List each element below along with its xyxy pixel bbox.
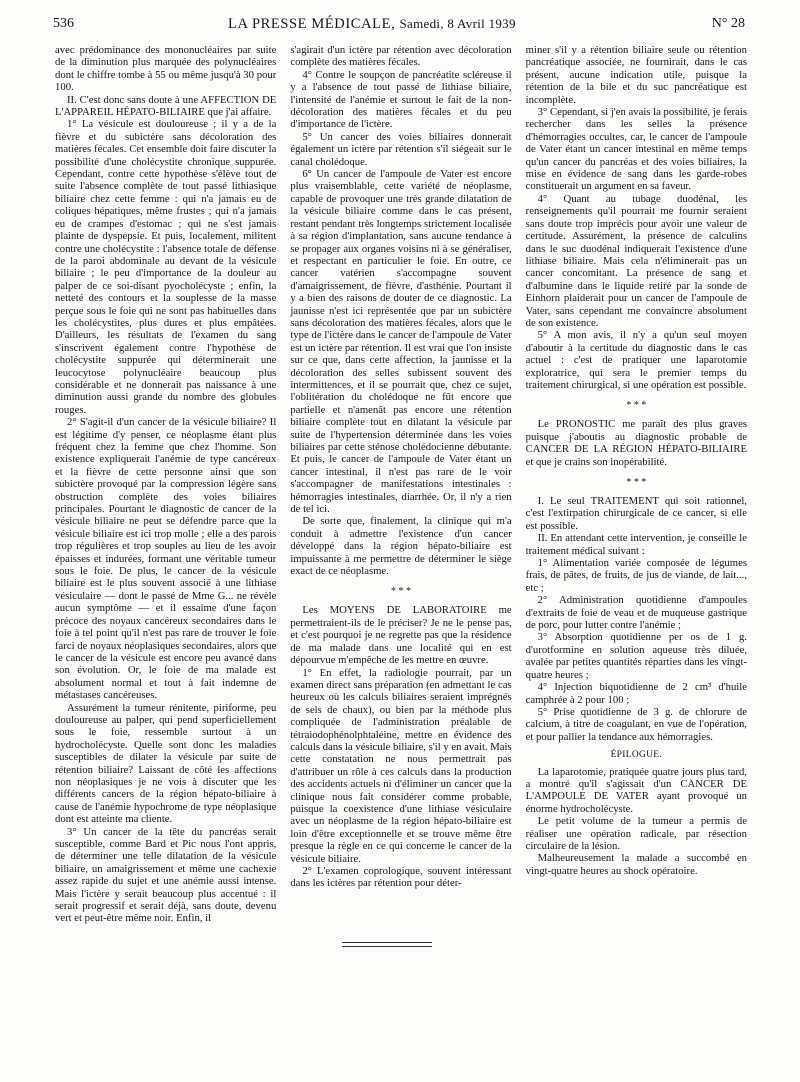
issue-number: N° 28 bbox=[711, 16, 745, 31]
section-separator: * * * bbox=[390, 586, 411, 598]
epilogue-heading: ÉPILOGUE. bbox=[610, 750, 663, 761]
paragraph: 1° En effet, la radiologie pourrait, par un examen direct sans préparation (en admettant le cas heureux où les calculs biliaires seraient imprégnés de sels de chaux), ou bien par la méthode plus compliquée de l'administration préalable de tétraiodophénolphtaléine, mettre en évidence des calculs dans la vésicule biliaire, s'il y en avait. Mais cette constatation ne nous permettrait pas d'attribuer un rôle à ces calculs dans la production des accidents actuels ni d'éliminer un cancer que la clinique nous fait considérer comme probable, puisque la coexistence d'une lithiase vésiculaire avec un néoplasme de la région hépato-biliaire est loin d'être exceptionnelle et se trouve même être presque la règle en ce qui concerne le cancer de la vésicule biliaire. bbox=[290, 666, 512, 865]
paragraph: De sorte que, finalement, la clinique qui m'a conduit à admettre l'existence d'un cancer développé dans la région hépato-biliaire est impuissante à me permettre de déterminer le siège exact de ce néoplasme. bbox=[290, 515, 512, 578]
page-number: 536 bbox=[53, 16, 74, 31]
column-1 bbox=[55, 44, 276, 1004]
paragraph: s'agirait d'un ictère par rétention avec décoloration complète des matières fécales. bbox=[290, 44, 512, 69]
paragraph: Assurément la tumeur rénitente, piriforme, peu douloureuse au palper, qui pend superficiellement sous le foie, ressemble surtout à un hydrocholécyste. Quelle sont donc les maladies susceptibles de dilater la vésicule par suite de rétention biliaire? Laissant de côté les affections non néoplasiques je ne vois à discuter que les différents cancers de la région hépato-biliaire à cause de l'anémie hypochrome de type néoplasique dont est atteinte ma cliente. bbox=[55, 701, 277, 826]
footer-rule bbox=[342, 942, 432, 947]
paragraph: 4° Quant au tubage duodénal, les renseignements qu'il pourrait me fournir seraient sans doute trop imprécis pour avoir une valeur de certitude. Assurément, la présence de calculins dans le suc duodénal indiquerait l'existence d'une lithiase biliaire. Mais cela n'éliminerait pas un cancer concomitant. La présence de sang et d'albumine dans le liquide retiré par la sonde de Einhorn plaiderait pour un cancer de l'ampoule de Vater, sans cependant me convaincre absolument de son existence. bbox=[525, 192, 747, 329]
journal-title bbox=[228, 16, 516, 33]
section-separator: * * * bbox=[626, 477, 647, 488]
paragraph: 1° La vésicule est douloureuse ; il y a de la fièvre et du subictère sans décoloration des matières fécales. Cet ensemble doit faire discuter la possibilité d'une cholécystite chronique suppurée. Cependant, contre cette hypothèse s'élève tout de suite l'absence complète de tout passé lithiasique biliaire chez cette femme : qui n'a jamais eu de coliques hépatiques, même frustes ; qui n'a jamais eu de crampes d'estomac ; qui ne s'est jamais plainte de dyspepsie. Et puis, localement, militent contre une cholécystite : l'absence totale de défense de la paroi abdominale au devant de la vésicule biliaire ; le peu d'importance de la douleur au palper de ce soi-disant pyocholécyste ; enfin, la netteté des contours et la souplesse de la masse perçue sous le foie qui ne sont pas habituelles dans les cholécystites, plus dures et plus empâtées. D'ailleurs, les résultats de l'examen du sang s'inscrivent également contre l'hypothèse de cholécystite suppurée qui déterminerait une leucocytose polynucléaire beaucoup plus considérable et ne donnerait pas naissance à une diminution aussi grande du nombre des globules rouges. bbox=[55, 118, 277, 416]
paragraph: 6° Un cancer de l'ampoule de Vater est encore plus vraisemblable, cette variété de néoplasme, capable de provoquer une très grande dilatation de la vésicule biliaire comme dans le cas présent, restant pendant très longtemps strictement localisée à sa région d'implantation, sans aucune tendance à se propager aux organes voisins ni à se généraliser, et respectant en particulier le foie. En outre, ce cancer vatérien s'accompagne souvent d'amaigrissement, de fièvre, d'asthénie. Pourtant il y a bien des raisons de douter de ce diagnostic. La jaunisse n'est ici représentée que par un subictère sans décoloration des matières fécales, alors que le type de l'ictère dans le cancer de l'ampoule de Vater est un ictère par rétention. Il est vrai que l'on insiste sur ce que, dans cette affection, la jaunisse et la décoloration des selles subissent souvent des intermittences, et il se pourrait que, chez ce sujet, l'oblitération du cholédoque ne fût encore que partielle et n'amenât pas encore une rétention biliaire complète tout en dilatant la vésicule par suite de l'hypertension déterminée dans les voies biliaires par cette sténose cholédocienne débutante. Et puis, le cancer de l'ampoule de Vater étant un cancer intestinal, il n'est pas rare de le voir s'accompagner de manifestations intestinales : hémorragies intestinales, diarrhée. Or, il n'y a rien de tel ici. bbox=[290, 168, 512, 516]
issue-date: Samedi, 8 Avril 1939 bbox=[399, 16, 516, 31]
list-item: 5° Prise quotidienne de 3 g. de chlorure de calcium, à titre de coagulant, en vue de l'opération, et pour pallier la tendance aux hémorragies. bbox=[525, 705, 747, 743]
paragraph: La laparotomie, pratiquée quatre jours plus tard, a montré qu'il s'agissait d'un CANCER DE L'AMPOULE DE VATER ayant provoqué un énorme hydrocholécyste. bbox=[525, 765, 747, 815]
paragraph: Les MOYENS DE LABORATOIRE me permettraient-ils de le préciser? Je ne le pense pas, et c'est pourquoi je ne regrette pas que la résidence de ma malade dans une localité qui en est dépourvue m'empêche de les mettre en œuvre. bbox=[290, 604, 512, 667]
list-item: 2° Administration quotidienne d'ampoules d'extraits de foie de veau et de muqueuse gastrique de porc, pour lutter contre l'anémie ; bbox=[525, 594, 747, 632]
paragraph: 5° A mon avis, il n'y a qu'un seul moyen d'aboutir à la certitude du diagnostic dans le cas actuel : c'est de pratiquer une laparotomie exploratrice, qui sera le premier temps du traitement chirurgical, si une opération est possible. bbox=[525, 329, 747, 391]
paragraph: 3° Cependant, si j'en avais la possibilité, je ferais rechercher dans les selles la présence d'hémorragies occultes, car, le cancer de l'ampoule de Vater étant un cancer intestinal en même temps qu'un cancer du pancréas et des voies biliaires, la mise en évidence de sang dans les garde-robes constituerait un argument en sa faveur. bbox=[525, 106, 747, 193]
journal-name: LA PRESSE MÉDICALE, bbox=[228, 16, 396, 32]
paragraph: I. Le seul TRAITEMENT qui soit rationnel, c'est l'extirpation chirurgicale de ce cancer, si elle est possible. bbox=[525, 495, 747, 532]
paragraph: II. C'est donc sans doute à une AFFECTION DE L'APPAREIL HÉPATO-BILIAIRE que j'ai affaire. bbox=[55, 93, 277, 119]
paragraph: 2° S'agit-il d'un cancer de la vésicule biliaire? Il est légitime d'y penser, ce néoplasme étant plus fréquent chez la femme que chez l'homme. Son existence expliquerait l'anémie de type cancéreux et la fièvre de cette personne ainsi que son subictère provoqué par la compression légère sans obstruction complète des voies biliaires principales. Pourtant le diagnostic de cancer de la vésicule biliaire ne peut se défendre parce que la vésicule biliaire est ici trop molle ; elle a des parois trop régulières et trop souples au lieu de les avoir épaisses et indurées, formant une véritable tumeur sous le foie. De plus, le cancer de la vésicule biliaire est le plus souvent associé à une lithiase vésiculaire — dont le passé de Mme G... ne révèle aucun symptôme — et il essaime d'une façon précoce des noyaux cancéreux secondaires dans le foie à tel point qu'il n'est pas rare de trouver le foie farci de noyaux néoplasiques secondaires, alors que le cancer de la vésicule est encore peu avancé dans son évolution. Or, le foie de ma malade est absolument normal et tout à fait indemne de métastases cancéreuses. bbox=[55, 416, 277, 702]
paragraph: 4° Contre le soupçon de pancréatite scléreuse il y a l'absence de tout passé de lithiase biliaire, l'intensité de l'anémie et surtout le fait de la non-décoloration des matières fécales et du peu d'importance de l'ictère. bbox=[290, 68, 512, 131]
paragraph: 5° Un cancer des voies biliaires donnerait également un ictère par rétention s'il siégeait sur le canal cholédoque. bbox=[290, 130, 512, 168]
paragraph: miner s'il y a rétention biliaire seule ou rétention pancréatique associée, ne fournirait, dans le cas présent, aucune indication utile, puisque la rétention de la bile et du suc pancréatique est incomplète. bbox=[525, 44, 747, 106]
article-columns bbox=[55, 44, 747, 1004]
section-separator: * * * bbox=[626, 400, 647, 412]
running-header bbox=[53, 16, 745, 38]
paragraph: II. En attendant cette intervention, je conseille le traitement médical suivant : bbox=[525, 532, 747, 557]
list-item: 4° Injection biquotidienne de 2 cm³ d'huile camphrée à 2 pour 100 ; bbox=[525, 681, 747, 706]
paragraph: 3° Un cancer de la tête du pancréas serait susceptible, comme Bard et Pic nous l'ont appris, de déterminer une telle dilatation de la vésicule biliaire, un amaigrissement et même une cachexie assez rapide du sujet et une anémie aussi intense. Mais l'ictère y serait beaucoup plus accentué : il serait progressif et serait déjà, sans doute, devenu vert et peut-être même noir. Enfin, il bbox=[55, 825, 277, 925]
paragraph: Malheureusement la malade a succombé en vingt-quatre heures au shock opératoire. bbox=[525, 852, 747, 877]
paragraph: Le PRONOSTIC me paraît des plus graves puisque j'aboutis au diagnostic probable de CANCER DE LA RÉGION HÉPATO-BILIAIRE et que je crains son inopérabilité. bbox=[525, 418, 747, 468]
column-3 bbox=[526, 44, 747, 1004]
paragraph: Le petit volume de la tumeur a permis de réaliser une opération radicale, par résection circulaire de la lésion. bbox=[525, 815, 747, 852]
paragraph: avec prédominance des mononucléaires par suite de la diminution plus marquée des polynucléaires dont le chiffre tombe à 55 ou même jusqu'à 30 pour 100. bbox=[55, 44, 277, 94]
column-2 bbox=[290, 44, 511, 1004]
paragraph: 2° L'examen coprologique, souvent intéressant dans les ictères par rétention pour déter- bbox=[290, 865, 512, 890]
list-item: 1° Alimentation variée composée de légumes frais, de pâtes, de fruits, de jus de viande, de lait..., etc ; bbox=[525, 557, 747, 594]
list-item: 3° Absorption quotidienne per os de 1 g. d'urotformine en solution aqueuse très diluée, avalée par petites quantités réparties dans les vingt-quatre heures ; bbox=[525, 631, 747, 681]
